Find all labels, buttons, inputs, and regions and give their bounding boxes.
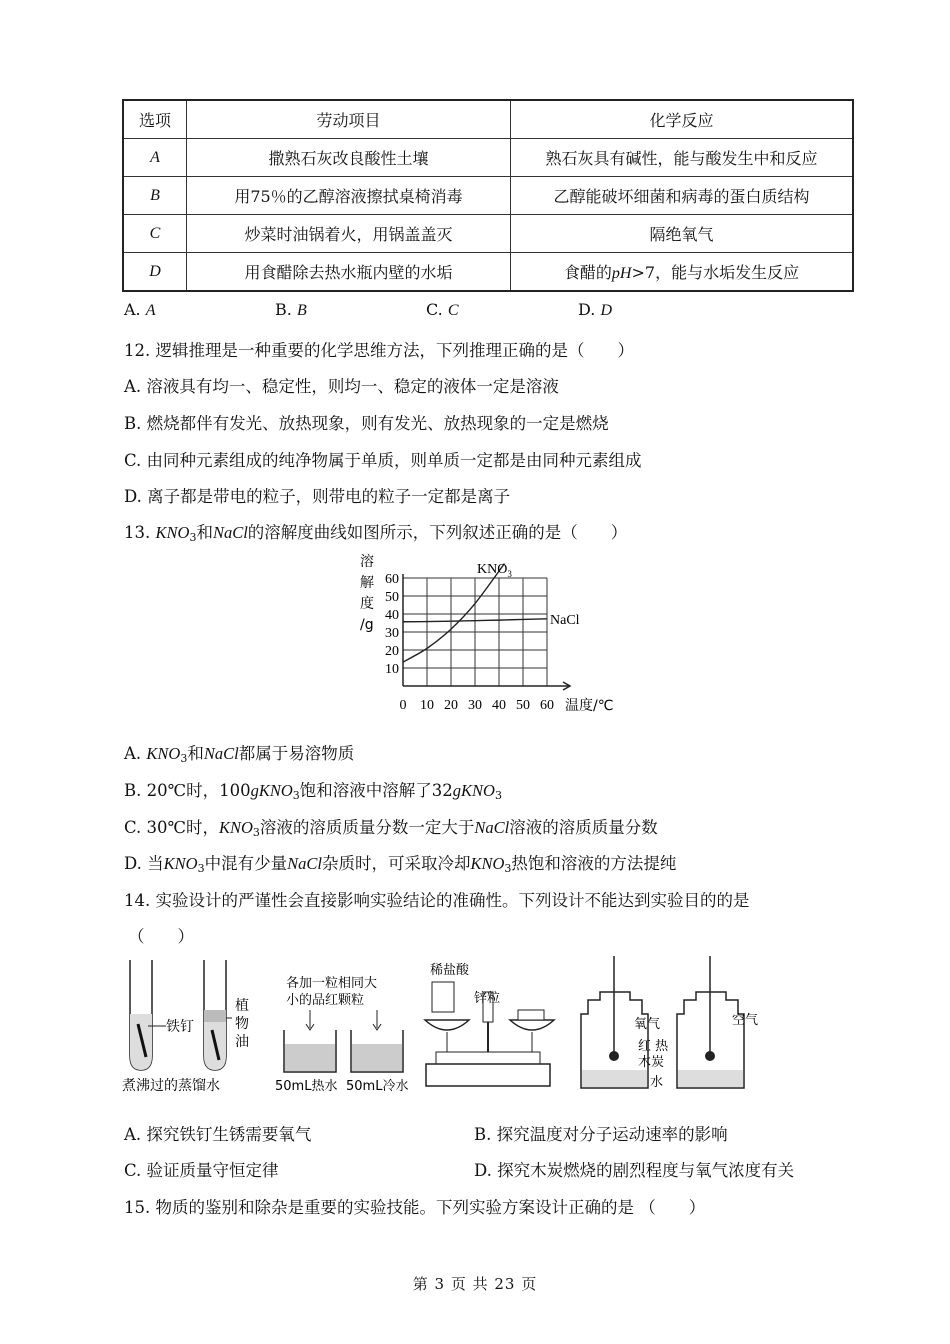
caption-b-line2: 小的品红颗粒: [286, 993, 365, 1008]
formula-kno3: KNO: [461, 781, 495, 800]
unit-g: g: [250, 781, 259, 800]
q11-choice-a[interactable]: [124, 300, 156, 320]
header-reaction: 化学反应: [511, 100, 854, 139]
q12-option-c[interactable]: C. 由同种元素组成的纯净物属于单质，则单质一定都是由同种元素组成: [124, 451, 642, 470]
q13-option-d[interactable]: [124, 850, 676, 875]
choice-label: B.: [275, 300, 292, 319]
text: 溶液的溶质质量分数一定大于: [259, 818, 475, 837]
x-tick-label: 0: [399, 698, 407, 713]
label-zinc: 锌粒: [474, 991, 501, 1006]
label-nail: 铁钉: [166, 1019, 194, 1035]
fig-b-beakers: [275, 975, 408, 1094]
y-tick-label: 50: [385, 590, 399, 605]
label-air: 空气: [732, 1013, 759, 1028]
q11-choice-b[interactable]: [275, 300, 307, 320]
q14-option-a[interactable]: A. 探究铁钉生锈需要氧气: [124, 1125, 312, 1144]
q12-option-a[interactable]: A. 溶液具有均一、稳定性，则均一、稳定的液体一定是溶液: [124, 377, 559, 396]
formula-kno3: KNO: [258, 781, 293, 800]
label-hot-water: 50mL热水: [275, 1079, 338, 1094]
table-header-row: [123, 100, 853, 139]
choice-label: C.: [426, 300, 443, 319]
series-nacl-label: NaCl: [550, 612, 580, 628]
text: A.: [124, 744, 147, 763]
header-option: 选项: [123, 100, 187, 139]
table-row: [123, 139, 853, 177]
choice-value: C: [447, 302, 459, 319]
label-red-hot: 红 热: [638, 1039, 669, 1054]
row-reaction: [511, 253, 854, 292]
row-project: 用75％的乙醇溶液擦拭桌椅消毒: [187, 177, 511, 215]
formula-kno3: KNO: [218, 818, 253, 837]
choice-value: A: [145, 302, 156, 319]
y-tick-label: 30: [385, 626, 399, 641]
text: D. 当: [124, 854, 164, 873]
x-tick-label: 30: [468, 698, 482, 713]
x-tick-label: 10: [420, 698, 434, 713]
row-reaction: 乙醇能破坏细菌和病毒的蛋白质结构: [511, 177, 854, 215]
x-axis-label: 温度/℃: [565, 698, 614, 714]
q11-choice-c[interactable]: [426, 300, 459, 320]
caption-b-line1: 各加一粒相同大: [286, 976, 378, 991]
label-oil-2: 物: [235, 1016, 249, 1032]
formula-kno3: KNO: [155, 523, 190, 542]
ph-symbol: pH: [611, 265, 632, 282]
fig-a-iron-nail-tubes: [122, 960, 249, 1094]
formula-kno3: KNO: [146, 744, 181, 763]
y-axis-label-char: 解: [360, 575, 374, 591]
question-number: 13.: [124, 523, 151, 542]
text: 都属于易溶物质: [238, 744, 355, 763]
chart-grid: [403, 578, 547, 686]
x-ticks: [400, 698, 555, 713]
q15-stem: 15. 物质的鉴别和除杂是重要的实验技能。下列实验方案设计正确的是 （ ）: [124, 1198, 706, 1217]
y-axis-label-char: 溶: [360, 554, 374, 570]
formula-kno3: KNO: [470, 854, 505, 873]
choice-label: A.: [124, 300, 141, 319]
text: B. 20℃时，100: [124, 781, 251, 800]
y-tick-label: 40: [385, 608, 399, 623]
caption-boiled-water: 煮沸过的蒸馏水: [122, 1078, 220, 1094]
choice-label: D.: [578, 300, 596, 319]
text: C. 30℃时，: [124, 818, 219, 837]
text: 中混有少量: [204, 854, 288, 873]
series-label-subscript: 3: [507, 569, 512, 579]
row-option: B: [123, 177, 187, 215]
q13-option-b[interactable]: [124, 777, 502, 802]
q14-stem: 14. 实验设计的严谨性会直接影响实验结论的准确性。下列设计不能达到实验目的的是: [124, 891, 750, 910]
q11-options-table: [122, 99, 854, 292]
formula-nacl: NaCl: [203, 744, 239, 763]
subscript: 3: [197, 862, 205, 875]
q13-option-c[interactable]: [124, 814, 658, 839]
y-ticks: [385, 572, 399, 677]
row-option: D: [123, 253, 187, 292]
reaction-text: >7，能与水垢发生反应: [631, 263, 800, 282]
label-acid: 稀盐酸: [430, 963, 470, 978]
text: 和: [196, 523, 213, 542]
q14-option-b[interactable]: B. 探究温度对分子运动速率的影响: [474, 1125, 728, 1144]
y-tick-label: 60: [385, 572, 399, 587]
label-oil-1: 植: [235, 998, 249, 1014]
y-axis-label-char: /g: [360, 617, 374, 633]
text: 杂质时，可采取冷却: [321, 854, 471, 873]
table-row: [123, 215, 853, 253]
label-water: 水: [650, 1075, 664, 1090]
table-row: [123, 253, 853, 292]
subscript: 3: [292, 789, 300, 802]
formula-kno3: KNO: [163, 854, 198, 873]
row-option: C: [123, 215, 187, 253]
y-axis-label-char: 度: [360, 596, 374, 612]
fig-d-charcoal-bottles: [581, 956, 758, 1090]
q14-answer-paren: （ ）: [128, 927, 194, 946]
text: 和: [187, 744, 204, 763]
choice-value: B: [296, 302, 307, 319]
unit-g: g: [452, 781, 461, 800]
text: 饱和溶液中溶解了32: [299, 781, 453, 800]
subscript: 3: [189, 531, 197, 544]
series-label-text: KNO: [477, 562, 508, 577]
series-kno3-label: [477, 562, 512, 579]
y-axis-label: [360, 553, 374, 633]
row-option: A: [123, 139, 187, 177]
row-project: 炒菜时油锅着火，用锅盖盖灭: [187, 215, 511, 253]
solubility-chart: [355, 552, 635, 732]
row-reaction: 隔绝氧气: [511, 215, 854, 253]
label-oxygen: 氧气: [634, 1017, 661, 1032]
text: 热饱和溶液的方法提纯: [511, 854, 677, 873]
q13-stem: [124, 519, 627, 544]
q12-stem: 12. 逻辑推理是一种重要的化学思维方法，下列推理正确的是（ ）: [124, 341, 634, 360]
x-tick-label: 60: [540, 698, 554, 713]
header-project: 劳动项目: [187, 100, 511, 139]
q11-choice-d[interactable]: [578, 300, 612, 320]
row-reaction: 熟石灰具有碱性，能与酸发生中和反应: [511, 139, 854, 177]
text: 的溶解度曲线如图所示，下列叙述正确的是（ ）: [247, 523, 628, 542]
x-tick-label: 40: [492, 698, 506, 713]
page-footer: 第 3 页 共 23 页: [412, 1275, 538, 1293]
row-project: 用食醋除去热水瓶内壁的水垢: [187, 253, 511, 292]
subscript: 3: [180, 752, 188, 765]
q14-option-d[interactable]: D. 探究木炭燃烧的剧烈程度与氧气浓度有关: [474, 1161, 795, 1180]
q13-option-a[interactable]: [124, 740, 354, 765]
q12-option-b[interactable]: B. 燃烧都伴有发光、放热现象，则有发光、放热现象的一定是燃烧: [124, 414, 609, 433]
formula-nacl: NaCl: [212, 523, 248, 542]
label-charcoal: 木炭: [638, 1055, 665, 1070]
subscript: 3: [504, 862, 512, 875]
fig-c-balance: [425, 962, 554, 1086]
x-tick-label: 50: [516, 698, 530, 713]
subscript: 3: [494, 789, 502, 802]
formula-nacl: NaCl: [474, 818, 510, 837]
q14-option-c[interactable]: C. 验证质量守恒定律: [124, 1161, 279, 1180]
q14-experiment-figures: [120, 952, 820, 1102]
table-row: [123, 177, 853, 215]
label-cold-water: 50mL冷水: [346, 1079, 409, 1094]
formula-nacl: NaCl: [287, 854, 322, 873]
y-tick-label: 10: [385, 662, 399, 677]
reaction-text: 食醋的: [563, 263, 612, 282]
choice-value: D: [600, 302, 612, 319]
row-project: 撒熟石灰改良酸性土壤: [187, 139, 511, 177]
x-tick-label: 20: [444, 698, 458, 713]
q12-option-d[interactable]: D. 离子都是带电的粒子，则带电的粒子一定都是离子: [124, 487, 511, 506]
label-oil-3: 油: [235, 1034, 249, 1050]
subscript: 3: [252, 826, 260, 839]
text: 溶液的溶质质量分数: [509, 818, 658, 837]
y-tick-label: 20: [385, 644, 399, 659]
